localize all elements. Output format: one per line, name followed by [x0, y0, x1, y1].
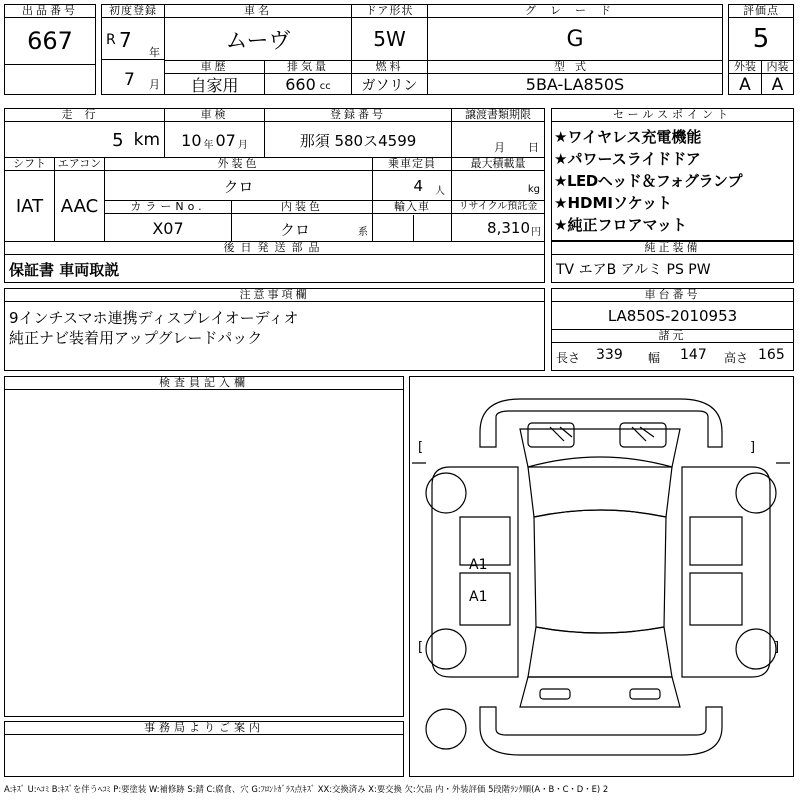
car-name-box — [164, 4, 352, 61]
mileage-unit: km — [133, 130, 160, 150]
inspector-label: 検査員記入欄 — [5, 377, 403, 390]
chassis-label: 車台番号 — [552, 289, 793, 302]
max-load-box — [451, 157, 545, 201]
width-label: 幅 — [648, 351, 661, 365]
inspector-box — [4, 376, 404, 717]
first-registration-month-unit: 月 — [149, 78, 160, 91]
sales-point-list — [552, 122, 793, 236]
exterior-grade-box — [728, 60, 762, 95]
fuel-box — [351, 60, 428, 95]
later-parts-value: 保証書 車両取説 — [9, 260, 120, 279]
equipment-value: TV エアB アルミ PS PW — [556, 262, 711, 278]
inspection-year-unit: 年 — [203, 139, 214, 151]
dimensions-box — [551, 329, 794, 371]
office-box — [4, 721, 404, 777]
notes-line: 純正ナビ装着用アップグレードパック — [9, 329, 263, 347]
inspection-label: 車検 — [165, 109, 264, 122]
interior-grade-label: 内装 — [762, 61, 793, 74]
first-registration-month: 7 — [124, 70, 135, 90]
exterior-color-value: クロ — [223, 177, 254, 196]
displacement-box — [264, 60, 352, 95]
shift-label: シフト — [5, 158, 54, 171]
car-diagram-svg — [410, 377, 793, 776]
inspection-month-unit: 月 — [237, 139, 248, 151]
history-label: 車歴 — [165, 61, 264, 74]
car-name-label: 車名 — [165, 5, 351, 18]
mileage-value: 5 — [112, 129, 124, 151]
model-label: 型式 — [428, 61, 722, 74]
first-registration-month-box — [101, 60, 165, 95]
recycle-value: 8,310 — [487, 219, 530, 237]
color-number-value: X07 — [152, 218, 184, 238]
transfer-day-unit: 日 — [528, 141, 539, 154]
import-label: 輸入車 — [373, 201, 451, 214]
exterior-color-box — [104, 157, 373, 201]
transfer-deadline-label: 譲渡書類期限 — [452, 109, 544, 122]
aircon-label: エアコン — [55, 158, 104, 171]
length-value: 339 — [596, 347, 623, 363]
equipment-box — [551, 241, 794, 283]
exterior-grade-label: 外装 — [729, 61, 761, 74]
car-diagram — [409, 376, 794, 777]
model-value: 5BA-LA850S — [525, 75, 625, 94]
interior-color-unit: 系 — [358, 227, 368, 238]
sales-point-box — [551, 108, 794, 241]
sales-point-label: セールスポイント — [552, 109, 793, 122]
capacity-box — [372, 157, 452, 201]
first-registration-year: 7 — [119, 28, 132, 52]
transfer-deadline-box — [451, 108, 545, 158]
office-label: 事務局よりご案内 — [5, 722, 403, 735]
first-registration-box — [101, 4, 165, 60]
grade-box — [427, 4, 723, 61]
lot-number-label: 出品番号 — [5, 5, 95, 18]
max-load-unit: kg — [527, 184, 540, 195]
lot-number-value: 667 — [27, 27, 73, 55]
length-label: 長さ — [556, 351, 581, 365]
registration-number-box — [264, 108, 452, 158]
sales-point-item: ★純正フロアマット — [554, 216, 687, 234]
door-value: 5W — [373, 27, 406, 51]
height-value: 165 — [758, 347, 785, 363]
interior-grade-value: A — [771, 74, 784, 95]
damage-mark: A1 — [469, 589, 488, 605]
left-bracket: [ — [418, 640, 424, 655]
equipment-label: 純正装備 — [552, 242, 793, 255]
aircon-box — [54, 157, 105, 242]
notes-box — [4, 288, 545, 371]
shift-value: IAT — [15, 195, 44, 217]
capacity-value: 4 — [413, 177, 423, 195]
notes-label: 注意事項欄 — [5, 289, 544, 302]
sales-point-item: ★ワイヤレス充電機能 — [554, 128, 702, 146]
later-parts-label: 後日発送部品 — [5, 242, 544, 255]
sales-point-item: ★LEDヘッド＆フォグランプ — [554, 172, 742, 190]
later-parts-box — [4, 241, 545, 283]
inspection-month: 07 — [215, 130, 236, 150]
displacement-value: 660 — [285, 75, 316, 94]
first-registration-label: 初度登録 — [102, 5, 164, 18]
grade-value: G — [566, 26, 584, 52]
exterior-grade-value: A — [739, 74, 751, 95]
car-name-value: ムーヴ — [225, 28, 291, 54]
sales-point-item: ★HDMIソケット — [554, 194, 673, 212]
notes-line: 9インチスマホ連携ディスプレイオーディオ — [9, 309, 299, 327]
grade-label: グレード — [428, 5, 722, 18]
registration-number-label: 登録番号 — [265, 109, 451, 122]
mileage-label: 走行 — [5, 109, 164, 122]
right-bracket: ] — [774, 640, 780, 655]
displacement-unit: cc — [319, 81, 331, 92]
sales-point-item: ★パワースライドドア — [554, 150, 701, 168]
history-value: 自家用 — [190, 76, 239, 95]
recycle-label: リサイクル預託金 — [452, 201, 544, 214]
exterior-color-label: 外装色 — [105, 158, 372, 171]
damage-mark: A1 — [469, 557, 488, 573]
dimensions-label: 諸元 — [552, 330, 793, 343]
mileage-box — [4, 108, 165, 158]
import-box — [372, 200, 452, 242]
chassis-value: LA850S-2010953 — [607, 307, 738, 325]
history-box — [164, 60, 265, 95]
legend: A:ｷｽﾞ U:ﾍｺﾐ B:ｷｽﾞを伴うﾍｺﾐ P:要塗装 W:補修跡 S:錆 C:腐食、穴 G:ﾌﾛﾝﾄｶﾞﾗｽ点ｷｽﾞ XX:交換済み X:要交換 欠:欠品 内・外装評価 5段階ﾗﾝｸ順(A・B・C・D・E) 2 — [4, 784, 609, 794]
color-number-box — [104, 200, 232, 242]
capacity-label: 乗車定員 — [373, 158, 451, 171]
interior-color-box — [231, 200, 373, 242]
transfer-month-unit: 月 — [494, 141, 505, 154]
interior-color-value: クロ — [280, 221, 311, 239]
width-value: 147 — [680, 347, 707, 363]
aircon-value: AAC — [60, 195, 99, 217]
door-label: ドア形状 — [352, 5, 427, 18]
model-box — [427, 60, 723, 95]
color-number-label: カラーNo. — [105, 201, 231, 214]
first-registration-era: R — [106, 32, 116, 48]
inspection-year: 10 — [181, 130, 202, 150]
fuel-label: 燃料 — [352, 61, 427, 74]
lot-number-box — [4, 4, 96, 95]
shift-box — [4, 157, 55, 242]
score-box — [728, 4, 794, 61]
first-registration-year-unit: 年 — [149, 46, 160, 59]
capacity-unit: 人 — [435, 185, 445, 197]
inspection-box — [164, 108, 265, 158]
max-load-label: 最大積載量 — [452, 158, 544, 171]
score-value: 5 — [752, 24, 770, 54]
door-box — [351, 4, 428, 61]
interior-color-label: 内装色 — [232, 201, 372, 214]
interior-grade-box — [761, 60, 794, 95]
fuel-value: ガソリン — [361, 77, 418, 94]
displacement-label: 排気量 — [265, 61, 351, 74]
recycle-unit: 円 — [531, 226, 541, 238]
right-bracket: ] — [750, 440, 756, 455]
left-bracket: [ — [418, 440, 424, 455]
height-label: 高さ — [724, 351, 749, 365]
chassis-box — [551, 288, 794, 330]
recycle-box — [451, 200, 545, 242]
registration-number-value: 那須 580ス4599 — [299, 131, 417, 150]
score-label: 評価点 — [729, 5, 793, 18]
